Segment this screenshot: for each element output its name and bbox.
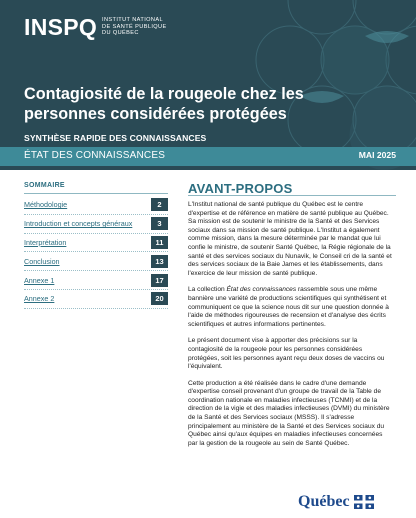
- table-of-contents: [24, 196, 168, 309]
- quebec-wordmark: Québec: [298, 493, 350, 510]
- toc-link[interactable]: Annexe 1: [24, 275, 55, 285]
- inspq-logo: INSPQ: [24, 14, 98, 40]
- toc-item-introduction[interactable]: [24, 215, 168, 234]
- paragraph-collection: La collection État des connaissances rassemble sous une même bannière une variété de productions scientifiques qui synthétisent et communiquent ce que la science nous dit sur une question donnée à l'aide de méthodes rigoureuses de recension et d'analyse des écrits scientifiques et autres informations pertinentes.: [188, 286, 389, 328]
- toc-page-number: 11: [151, 236, 168, 249]
- institute-name: INSTITUT NATIONAL DE SANTÉ PUBLIQUE DU QUÉBEC: [102, 17, 167, 37]
- toc-divider: [24, 193, 168, 194]
- toc-item-conclusion[interactable]: [24, 252, 168, 271]
- toc-link[interactable]: Interprétation: [24, 237, 67, 247]
- gouvernement-quebec-logo: [298, 494, 374, 510]
- toc-link[interactable]: Conclusion: [24, 256, 60, 266]
- sommaire-heading: SOMMAIRE: [24, 182, 65, 189]
- collection-label: ÉTAT DES CONNAISSANCES: [24, 150, 166, 161]
- toc-page-number: 13: [151, 255, 168, 268]
- toc-item-annexe-1[interactable]: [24, 271, 168, 290]
- paragraph-purpose: Le présent document vise à apporter des précisions sur la contagiosité de la rougeole pour les personnes considérées protégées, soit les personnes ayant reçu deux doses de vaccins ou l'équivalent.: [188, 337, 385, 371]
- toc-link[interactable]: Méthodologie: [24, 200, 68, 210]
- toc-item-interpretation[interactable]: [24, 234, 168, 253]
- toc-page-number: 20: [151, 292, 168, 305]
- cover-header: [0, 0, 416, 170]
- publication-date: MAI 2025: [358, 150, 396, 160]
- document-title: Contagiosité de la rougeole chez les personnes considérées protégées: [24, 85, 304, 123]
- toc-page-number: 2: [151, 198, 168, 211]
- toc-item-annexe-2[interactable]: [24, 290, 168, 309]
- avant-propos-body: [188, 201, 393, 456]
- document-subtitle: SYNTHÈSE RAPIDE DES CONNAISSANCES: [24, 133, 207, 143]
- paragraph-mission: L'Institut national de santé publique du Québec est le centre d'expertise et de référence en matière de santé publique au Québec. Sa mission est de soutenir le ministre de la Santé et des Services sociaux dans sa mission de santé publique. L'Institut a également comme mission, dans la mesure déterminée par le mandat que lui confie le ministre, de soutenir Santé Québec, la Régie régionale de la santé et des services sociaux du Nunavik, le Conseil cri de la santé et des services sociaux de la Baie James et les établissements, dans l'exercice de leur mission de santé publique.: [188, 201, 392, 277]
- toc-page-number: 17: [151, 274, 168, 287]
- avant-propos-heading: AVANT-PROPOS: [188, 181, 293, 196]
- paragraph-context: Cette production a été réalisée dans le cadre d'une demande d'expertise conseil provenant d'un groupe de travail de la Table de coordination nationale en maladies infectieuses (TCNMI) et de la direction de la vigie et des maladies infectieuses (DVMI) du ministère de la Santé et des Services sociaux (MSSS). Il s'adresse principalement au ministère de la Santé et des Services sociaux du Québec ainsi qu'aux équipes en maladies infectieuses concernées par la gestion de la rougeole au sein de Santé Québec.: [188, 379, 390, 447]
- collection-name: État des connaissances: [226, 286, 297, 294]
- quebec-flag-icon: [354, 495, 374, 509]
- toc-page-number: 3: [151, 217, 168, 230]
- section-divider: [188, 195, 396, 196]
- toc-link[interactable]: Annexe 2: [24, 294, 55, 304]
- toc-item-methodologie[interactable]: [24, 196, 168, 215]
- toc-link[interactable]: Introduction et concepts généraux: [24, 219, 133, 229]
